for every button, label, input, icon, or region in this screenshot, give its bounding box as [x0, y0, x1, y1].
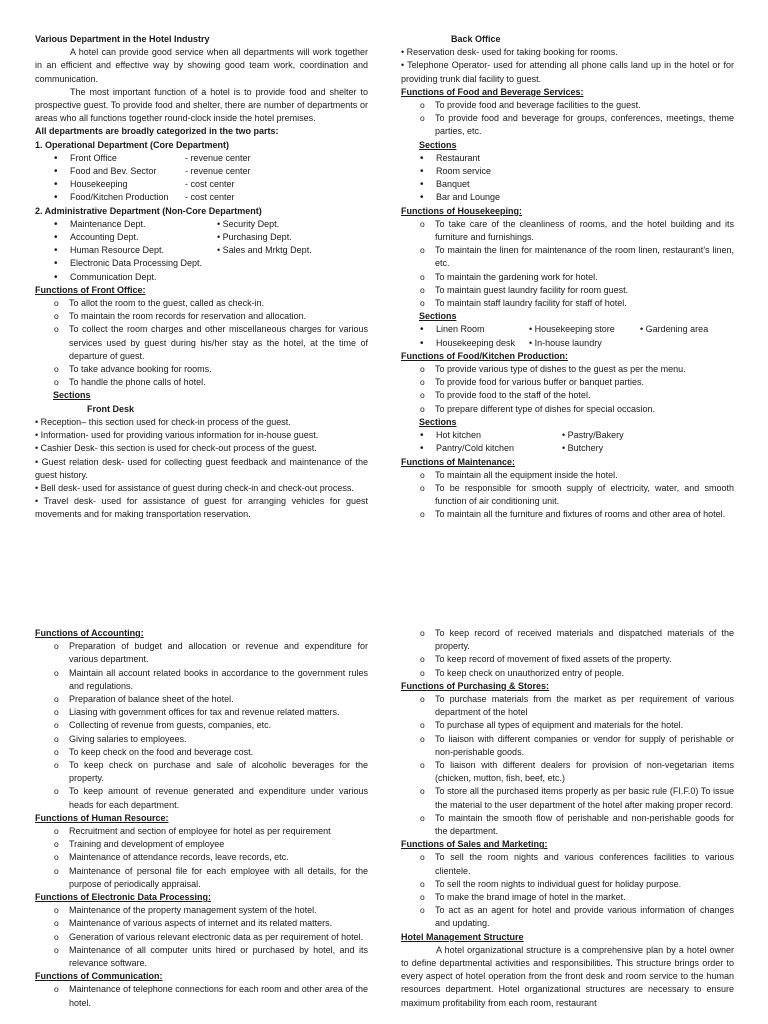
list-item: • Reception– this section used for check-in process of the guest. [35, 416, 291, 427]
list-item: o To allot the room to the guest, called as check-in. [35, 297, 368, 310]
list-item: o To keep check on purchase and sale of alcoholic beverages for the property. [35, 759, 368, 785]
list-item: • Communication Dept. [35, 271, 368, 284]
administrative-list [35, 218, 368, 284]
list-item: o To prepare different type of dishes for special occasion. [401, 403, 734, 416]
sales-marketing-heading: Functions of Sales and Marketing: [401, 839, 548, 850]
list-item: o To liaison with different companies or vendor for supply of perishable or non-perishable goods. [401, 733, 734, 759]
list-item: o To keep check on the food and beverage cost. [35, 746, 368, 759]
list-item: o Maintenance of telephone connections for each room and other area of the hotel. [35, 983, 368, 1009]
fb-services-heading: Functions of Food and Beverage Services: [401, 86, 584, 97]
list-item: o Maintain all account related books in accordance to the government rules and regulations. [35, 667, 368, 693]
list-item: o To take care of the cleanliness of rooms, and the hotel building and its furniture and furnishings. [401, 218, 734, 244]
list-item: o To purchase all types of equipment and materials for the hotel. [401, 719, 734, 732]
bottom-right-column [401, 627, 734, 1010]
sales-marketing-list [401, 851, 734, 930]
bottom-page [0, 627, 768, 1024]
front-office-list [35, 297, 368, 389]
list-item: o To keep record of movement of fixed assets of the property. [401, 653, 734, 666]
list-item: o To provide food for various buffer or banquet parties. [401, 376, 734, 389]
fb-services-list [401, 99, 734, 139]
list-item: o To take advance booking for rooms. [35, 363, 368, 376]
list-item: o To maintain guest laundry facility for room guest. [401, 284, 734, 297]
list-item: o Maintenance of attendance records, leave records, etc. [35, 851, 368, 864]
list-item: o To purchase materials from the market as per requirement of various department of the hotel [401, 693, 734, 719]
list-item: o Recruitment and section of employee for hotel as per requirement [35, 825, 368, 838]
purchasing-stores-heading: Functions of Purchasing & Stores: [401, 680, 550, 691]
list-item: o To maintain the room records for reservation and allocation. [35, 310, 368, 323]
edp-heading: Functions of Electronic Data Processing: [35, 892, 212, 903]
accounting-list [35, 640, 368, 812]
list-item: • Travel desk- used for assistance of guest for arranging vehicles for guest movements and for making transportation reservation. [35, 496, 368, 520]
list-item: o Generation of various relevant electronic data as per requirement of hotel. [35, 931, 368, 944]
list-item: o Collecting of revenue from guests, companies, etc. [35, 719, 368, 732]
intro-paragraph-2: The most important function of a hotel is to provide food and shelter to prospective guest. To provide food and shelter, there are number of departments or areas who all functions together round-clock inside the hotel premises. [35, 86, 368, 124]
list-item: • Cashier Desk- this section is used for check-out process of the guest. [35, 443, 317, 454]
front-desk-list [35, 416, 368, 522]
top-page [0, 33, 768, 553]
back-office-label: Back Office [451, 34, 501, 44]
list-item: • Telephone Operator- used for attending all phone calls land up in the hotel or for providing trunk dial facility to guest. [401, 60, 734, 84]
list-item: • Hot kitchen • Pastry/Bakery [401, 429, 734, 442]
list-item: • Maintenance Dept. • Security Dept. [35, 218, 368, 231]
list-item: • Front Office - revenue center [35, 152, 368, 165]
list-item: o To maintain the smooth flow of perishable and non-perishable goods for the department. [401, 812, 734, 838]
kitchen-sections-list [401, 429, 734, 455]
list-item: o Giving salaries to employees. [35, 733, 368, 746]
list-item: o Maintenance of various aspects of internet and its related matters. [35, 917, 368, 930]
list-item: o To sell the room nights to individual guest for holiday purpose. [401, 878, 734, 891]
front-office-heading: Functions of Front Office: [35, 284, 146, 295]
fb-sections-list [401, 152, 734, 205]
list-item: o Training and development of employee [35, 838, 368, 851]
accounting-heading: Functions of Accounting: [35, 628, 144, 638]
human-resource-list [35, 825, 368, 891]
sections-label: Sections [419, 311, 457, 322]
list-item: • Accounting Dept. • Purchasing Dept. [35, 231, 368, 244]
list-item: o Liasing with government offices for tax and revenue related matters. [35, 706, 368, 719]
list-item: o Maintenance of the property management system of the hotel. [35, 904, 368, 917]
list-item: o To maintain staff laundry facility for staff of hotel. [401, 297, 734, 310]
housekeeping-sections-list [401, 323, 734, 349]
kitchen-production-list [401, 363, 734, 416]
list-item: • Room service [401, 165, 734, 178]
list-item: o To store all the purchased items properly as per basic rule (FI.F.0) To issue the material to the user department of the hotel after making proper record. [401, 785, 734, 811]
edp-list [35, 904, 368, 970]
intro-paragraph-1: A hotel can provide good service when all departments will work together in an efficient and effective way by showing good team work, coordination and communication. [35, 47, 368, 84]
list-item: • Food/Kitchen Production - cost center [35, 191, 368, 204]
store-records-list [401, 627, 734, 680]
list-item: o To provide food and beverage for groups, conferences, meetings, theme parties, etc. [401, 112, 734, 138]
list-item: • Reservation desk- used for taking booking for rooms. [401, 47, 618, 58]
categorized-heading: All departments are broadly categorized in the two parts: [35, 126, 279, 137]
administrative-heading: 2. Administrative Department (Non-Core Department) [35, 205, 262, 216]
list-item: o To collect the room charges and other miscellaneous charges for various services used by guest during his/her stay as the hotel, at the time of departure of guest. [35, 323, 368, 363]
list-item: o To provide food and beverage facilities to the guest. [401, 99, 734, 112]
list-item: • Bar and Lounge [401, 191, 734, 204]
list-item: • Banquet [401, 178, 734, 191]
list-item: • Guest relation desk- used for collecting guest feedback and maintenance of the guest history. [35, 456, 368, 480]
list-item: o Maintenance of personal file for each employee with all details, for the purpose of periodically appraisal. [35, 865, 368, 891]
list-item: o Maintenance of all computer units hired or purchased by hotel, and its relevance software. [35, 944, 368, 970]
list-item: o To keep amount of revenue generated and expenditure under various heads for each department. [35, 785, 368, 811]
list-item: o To liaison with different dealers for provision of non-vegetarian items (chicken, mutton, fish, beef, etc.) [401, 759, 734, 785]
sections-label: Sections [419, 139, 457, 150]
management-structure-paragraph: A hotel organizational structure is a comprehensive plan by a hotel owner to define departmental activities and responsibilities. This structure brings order to every aspect of hotel operation from the front desk and room service to the human resources department. Hotel organizational structures are necessary to ensure maximum profitability from each room, restaurant [401, 944, 734, 1008]
maintenance-heading: Functions of Maintenance: [401, 456, 516, 467]
list-item: • Bell desk- used for assistance of guest during check-in and check-out process. [35, 482, 354, 493]
operational-heading: 1. Operational Department (Core Department) [35, 139, 230, 150]
maintenance-list [401, 469, 734, 522]
list-item: o To keep record of received materials and dispatched materials of the property. [401, 627, 734, 653]
top-right-column [401, 33, 734, 522]
list-item: o To make the brand image of hotel in the market. [401, 891, 734, 904]
kitchen-production-heading: Functions of Food/Kitchen Production: [401, 350, 568, 361]
housekeeping-heading: Functions of Housekeeping: [401, 205, 523, 216]
sections-label: Sections [419, 416, 457, 427]
housekeeping-list [401, 218, 734, 310]
list-item: o To sell the room nights and various conferences facilities to various clientele. [401, 851, 734, 877]
management-structure-heading: Hotel Management Structure [401, 931, 524, 942]
list-item: o To maintain the linen for maintenance of the room linen, restaurant’s linen, etc. [401, 244, 734, 270]
communication-list [35, 983, 368, 1009]
sections-label: Sections [53, 390, 91, 401]
list-item: • Housekeeping desk • In-house laundry [401, 337, 734, 350]
list-item: o To maintain the gardening work for hotel. [401, 271, 734, 284]
list-item: o To maintain all the equipment inside the hotel. [401, 469, 734, 482]
purchasing-stores-list [401, 693, 734, 838]
operational-list [35, 152, 368, 205]
list-item: o To handle the phone calls of hotel. [35, 376, 368, 389]
list-item: • Information- used for providing various information for in-house guest. [35, 430, 319, 441]
list-item: • Food and Bev. Sector - revenue center [35, 165, 368, 178]
list-item: • Housekeeping - cost center [35, 178, 368, 191]
list-item: • Restaurant [401, 152, 734, 165]
bottom-left-column [35, 627, 368, 1010]
list-item: • Human Resource Dept. • Sales and Mrktg Dept. [35, 244, 368, 257]
communication-heading: Functions of Communication: [35, 971, 163, 982]
list-item: o To provide various type of dishes to the guest as per the menu. [401, 363, 734, 376]
human-resource-heading: Functions of Human Resource: [35, 812, 169, 823]
list-item: o To act as an agent for hotel and provide various information of changes and updating. [401, 904, 734, 930]
top-left-column [35, 33, 368, 522]
list-item: o To keep check on unauthorized entry of people. [401, 667, 734, 680]
list-item: o Preparation of balance sheet of the hotel. [35, 693, 368, 706]
list-item: o To maintain all the furniture and fixtures of rooms and other area of hotel. [401, 508, 734, 521]
list-item: o To be responsible for smooth supply of electricity, water, and smooth function of air conditioning unit. [401, 482, 734, 508]
list-item: • Linen Room • Housekeeping store • Gardening area [401, 323, 734, 336]
list-item: o To provide food to the staff of the hotel. [401, 389, 734, 402]
front-desk-label: Front Desk [87, 403, 135, 414]
list-item: • Pantry/Cold kitchen • Butchery [401, 442, 734, 455]
document-title: Various Department in the Hotel Industry [35, 34, 210, 44]
list-item: o Preparation of budget and allocation or revenue and expenditure for various department. [35, 640, 368, 666]
list-item: • Electronic Data Processing Dept. [35, 257, 368, 270]
